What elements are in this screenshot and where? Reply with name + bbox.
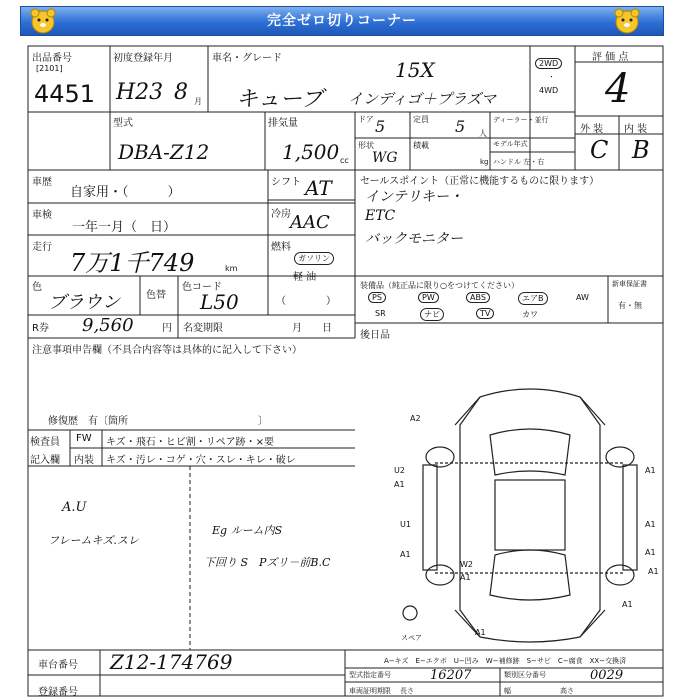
interior-grade: B <box>632 136 650 164</box>
damage-mark: A1 <box>645 520 656 529</box>
class-value: 0029 <box>590 668 624 683</box>
class-label: 類別区分番号 <box>504 671 546 679</box>
model-label: 型式 <box>113 118 133 129</box>
length-label: 長さ <box>400 687 414 695</box>
sales-point: ETC <box>365 208 396 224</box>
exterior-grade: C <box>590 136 609 164</box>
repair-history: 修復歴 有〔箇所 〕 <box>48 416 268 427</box>
fuel-label: 燃料 <box>271 242 291 253</box>
damage-legend: A−キズ E−エクボ U−凹み W−補修跡 S−サビ C−腐食 XX−交換済 <box>384 657 627 665</box>
month-unit: 月 <box>194 97 202 106</box>
height-label: 高さ <box>560 687 574 695</box>
score-value: 4 <box>605 66 631 112</box>
width-label: 幅 <box>504 687 511 695</box>
inspection-label: 車検 <box>32 210 52 221</box>
body-label: 形状 <box>358 141 374 150</box>
remark: 下回り S Pズリ－前B.C <box>204 556 331 569</box>
ac-value: AAC <box>290 212 330 233</box>
equipment-navi: ナビ <box>420 308 444 321</box>
color-code-label: 色コード <box>182 282 222 293</box>
cert-label: 型式指定番号 <box>349 671 391 679</box>
registration-label: 登録番号 <box>38 687 78 698</box>
color-change-label: 色替 <box>146 290 166 301</box>
capacity-value: 5 <box>455 117 466 136</box>
remark: フレームキズ.スレ <box>48 534 139 547</box>
damage-mark: A1 <box>400 550 411 559</box>
equipment-pw: PW <box>418 292 439 303</box>
shift-label: シフト <box>271 177 301 188</box>
kg-unit: kg <box>480 158 489 166</box>
warranty-label: 新車保証書 <box>612 280 647 288</box>
mileage-label: 走行 <box>32 242 52 253</box>
model-value: DBA-Z12 <box>118 140 210 164</box>
sales-points-label: セールスポイント（正常に機能するものに限ります） <box>360 176 600 187</box>
fw-label: FW <box>76 433 92 444</box>
usage-label: 車歴 <box>32 177 52 188</box>
damage-mark: W2 <box>460 560 473 569</box>
equipment-airbag: エアB <box>518 292 548 305</box>
remark: Eg ルーム内S <box>212 524 283 537</box>
notes-label: 注意事項申告欄（不具合内容等は具体的に記入して下さい） <box>32 345 302 356</box>
first-registration-era: H23 <box>116 80 164 105</box>
damage-mark: A1 <box>645 466 656 475</box>
model-year-label: モデル年式 <box>493 140 528 148</box>
damage-mark: U2 <box>394 466 405 475</box>
damage-mark: A1 <box>475 628 486 637</box>
km-unit: km <box>225 264 238 273</box>
load-label: 積載 <box>413 141 429 150</box>
equipment-tv: TV <box>476 308 494 319</box>
drive-2wd: 2WD <box>535 58 562 69</box>
inspection-value: 一年一月（ 日） <box>72 220 177 235</box>
name-change-label: 名変期限 <box>183 323 223 334</box>
color-code-value: L50 <box>200 290 239 314</box>
cc-unit: cc <box>340 156 349 165</box>
fuel-diesel: 軽 油 <box>293 272 317 283</box>
mileage-value: 7万1千749 <box>70 249 195 277</box>
inspector-label: 検査員 <box>30 437 60 448</box>
banner-title: 完全ゼロ切りコーナー <box>267 13 417 29</box>
car-name-label: 車名・グレード <box>212 53 282 64</box>
capacity-label: 定員 <box>413 115 429 124</box>
sales-point: バックモニター <box>365 231 463 247</box>
warranty-value: 有・無 <box>618 301 642 310</box>
color-value: ブラウン <box>48 292 120 313</box>
shift-value: AT <box>305 176 332 200</box>
drive-4wd: 4WD <box>539 86 559 95</box>
entry-label: 記入欄 <box>30 455 60 466</box>
first-registration-month: 8 <box>174 80 188 105</box>
name-change-value: 月 日 <box>292 323 332 334</box>
vehicle-cert-label: 車両証明期限 <box>349 687 391 695</box>
damage-mark: A1 <box>622 600 633 609</box>
car-name: キューブ <box>236 87 323 112</box>
equipment-abs: ABS <box>466 292 490 303</box>
damage-mark: A1 <box>460 573 471 582</box>
sales-point: インテリキー・ <box>365 189 463 205</box>
fuel-gasoline: ガソリン <box>294 252 334 265</box>
damage-mark: A1 <box>648 567 659 576</box>
person-unit: 人 <box>479 129 487 138</box>
fuel-other: （ ） <box>276 296 336 307</box>
doors-label: ドア <box>358 115 374 124</box>
damage-mark: U1 <box>400 520 411 529</box>
lot-label: 出品番号 <box>32 53 72 64</box>
damage-mark: A1 <box>645 548 656 557</box>
ac-label: 冷房 <box>271 209 291 220</box>
displacement-label: 排気量 <box>268 118 298 129</box>
spare-label: スペア <box>401 634 422 642</box>
equipment-sr: SR <box>375 309 386 318</box>
dealer-label: ディーラー・並行 <box>493 116 549 124</box>
interior-label: 内 装 <box>624 124 648 135</box>
body-value: WG <box>372 150 398 166</box>
remark: A.U <box>62 500 87 515</box>
rear-seat-label: 後日品 <box>360 330 390 341</box>
interior-check-label: 内装 <box>74 455 94 466</box>
usage-value: 自家用・（ ） <box>70 185 181 200</box>
doors-value: 5 <box>375 117 386 136</box>
grade-option: インディゴ＋プラズマ <box>348 90 497 108</box>
color-label: 色 <box>32 282 42 293</box>
first-registration-label: 初度登録年月 <box>113 53 173 64</box>
recycle-fee: 9,560 <box>82 315 134 336</box>
damage-mark: A2 <box>410 414 421 423</box>
lot-number: 4451 <box>34 80 96 108</box>
exterior-label: 外 装 <box>580 124 604 135</box>
equipment-leather: カワ <box>522 310 538 319</box>
damage-mark: A1 <box>394 480 405 489</box>
lot-code: [2101] <box>36 64 63 73</box>
displacement-value: 1,500 <box>282 140 340 164</box>
handle-label: ハンドル 左・右 <box>493 158 545 166</box>
chassis-label: 車台番号 <box>38 660 78 671</box>
chassis-number: Z12-174769 <box>110 650 233 674</box>
yen-unit: 円 <box>162 323 172 334</box>
fw-items: キズ・飛石・ヒビ割・リペア跡・×要 <box>106 437 274 448</box>
equipment-aw: AW <box>576 293 589 302</box>
recycle-label: R券 <box>32 323 49 334</box>
grade: 15X <box>395 58 435 82</box>
equipment-ps: PS <box>368 292 386 303</box>
score-label: 評 価 点 <box>592 52 629 63</box>
interior-items: キズ・汚レ・コゲ・穴・スレ・キレ・破レ <box>106 455 296 466</box>
cert-value: 16207 <box>430 668 472 683</box>
equipment-label: 装備品（純正品に限り○をつけてください） <box>360 281 519 290</box>
